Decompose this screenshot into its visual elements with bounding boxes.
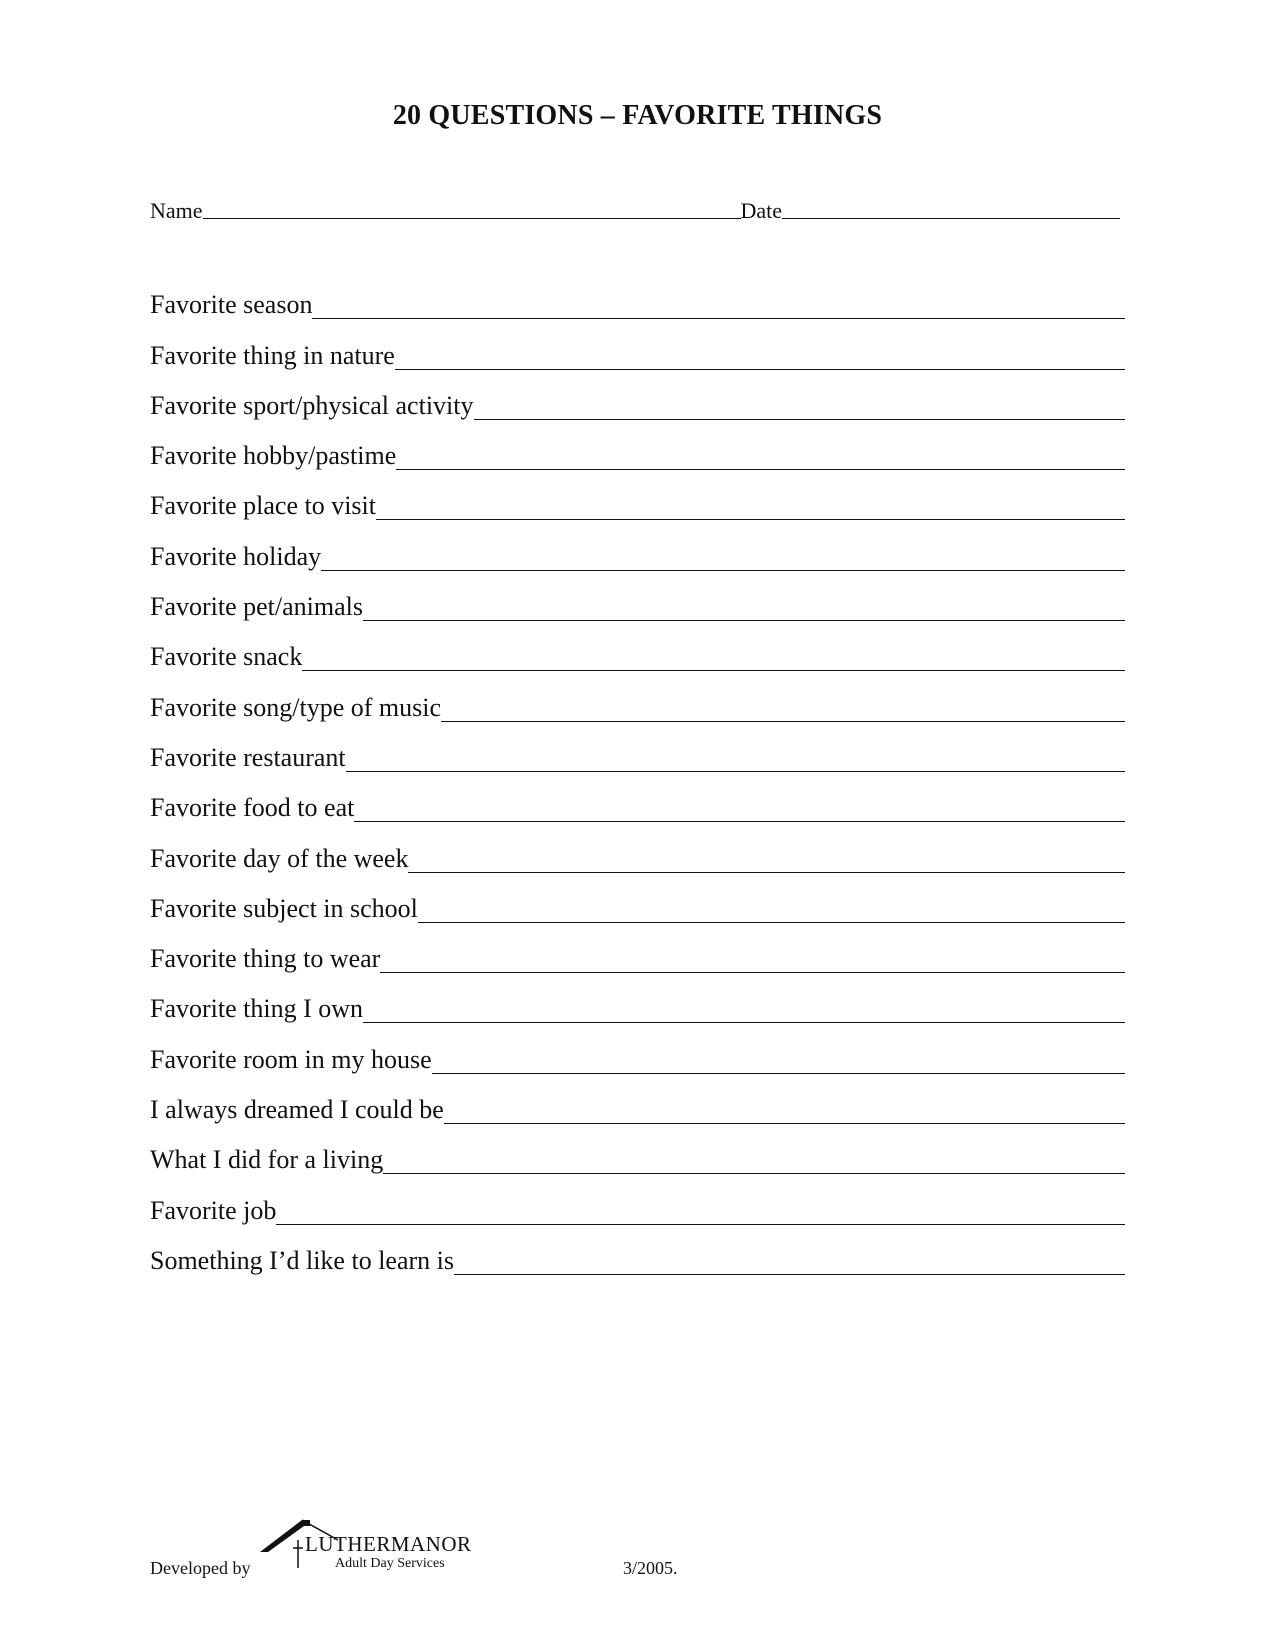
question-label: Favorite thing to wear (150, 944, 381, 974)
answer-line[interactable] (383, 1153, 1125, 1174)
question-row (150, 531, 1125, 581)
question-label: Favorite restaurant (150, 742, 346, 772)
question-label: Favorite thing I own (150, 994, 364, 1024)
question-row (150, 1236, 1125, 1286)
question-label: Favorite season (150, 290, 313, 320)
question-row (150, 431, 1125, 481)
logo-wordmark: LUTHERMANOR (305, 1532, 472, 1556)
answer-line[interactable] (321, 550, 1125, 571)
question-label: Favorite subject in school (150, 893, 418, 923)
answer-line[interactable] (380, 952, 1125, 973)
question-label: Favorite room in my house (150, 1044, 432, 1074)
question-label: Favorite food to eat (150, 793, 355, 823)
question-row (150, 884, 1125, 934)
question-label: Favorite snack (150, 642, 303, 672)
answer-line[interactable] (346, 751, 1125, 772)
question-row (150, 1085, 1125, 1135)
question-row (150, 783, 1125, 833)
question-row (150, 833, 1125, 883)
question-row (150, 330, 1125, 380)
name-field[interactable] (203, 196, 741, 219)
question-label: Favorite thing in nature (150, 340, 395, 370)
developed-by-text: Developed by (150, 1558, 251, 1578)
footer-date: 3/2005. (623, 1558, 678, 1578)
answer-line[interactable] (363, 600, 1125, 621)
answer-line[interactable] (354, 801, 1125, 822)
question-row (150, 984, 1125, 1034)
date-label: Date (740, 198, 783, 223)
question-label: Favorite hobby/pastime (150, 441, 397, 471)
date-field[interactable] (782, 196, 1120, 219)
logo-subtitle: Adult Day Services (335, 1556, 445, 1571)
footer (150, 1518, 678, 1578)
question-label: Favorite place to visit (150, 491, 377, 521)
question-label: Favorite sport/physical activity (150, 390, 474, 420)
answer-line[interactable] (418, 902, 1125, 923)
question-label: What I did for a living (150, 1145, 384, 1175)
page-title: 20 QUESTIONS – FAVORITE THINGS (392, 100, 883, 131)
answer-line[interactable] (395, 349, 1125, 370)
question-row (150, 481, 1125, 531)
question-row (150, 632, 1125, 682)
answer-line[interactable] (408, 852, 1125, 873)
answer-line[interactable] (312, 298, 1125, 319)
question-label: Favorite job (150, 1195, 277, 1225)
question-label: I always dreamed I could be (150, 1095, 444, 1125)
answer-line[interactable] (302, 650, 1125, 671)
answer-line[interactable] (444, 1103, 1125, 1124)
answer-line[interactable] (474, 399, 1126, 420)
answer-line[interactable] (376, 499, 1125, 520)
answer-line[interactable] (441, 701, 1125, 722)
question-row (150, 280, 1125, 330)
answer-line[interactable] (276, 1204, 1125, 1225)
question-label: Something I’d like to learn is (150, 1245, 455, 1275)
question-label: Favorite holiday (150, 541, 322, 571)
question-row (150, 1034, 1125, 1084)
question-row (150, 934, 1125, 984)
question-row (150, 682, 1125, 732)
answer-line[interactable] (454, 1254, 1125, 1275)
luther-manor-logo (260, 1518, 678, 1578)
name-label: Name (150, 198, 203, 223)
question-label: Favorite day of the week (150, 843, 409, 873)
question-label: Favorite song/type of music (150, 692, 442, 722)
question-row (150, 1185, 1125, 1235)
answer-line[interactable] (363, 1002, 1125, 1023)
question-row (150, 381, 1125, 431)
question-row (150, 733, 1125, 783)
question-row (150, 1135, 1125, 1185)
header-fields (150, 194, 1120, 224)
question-label: Favorite pet/animals (150, 592, 364, 622)
question-row (150, 582, 1125, 632)
answer-line[interactable] (432, 1053, 1125, 1074)
question-list (150, 280, 1125, 1286)
answer-line[interactable] (396, 449, 1125, 470)
